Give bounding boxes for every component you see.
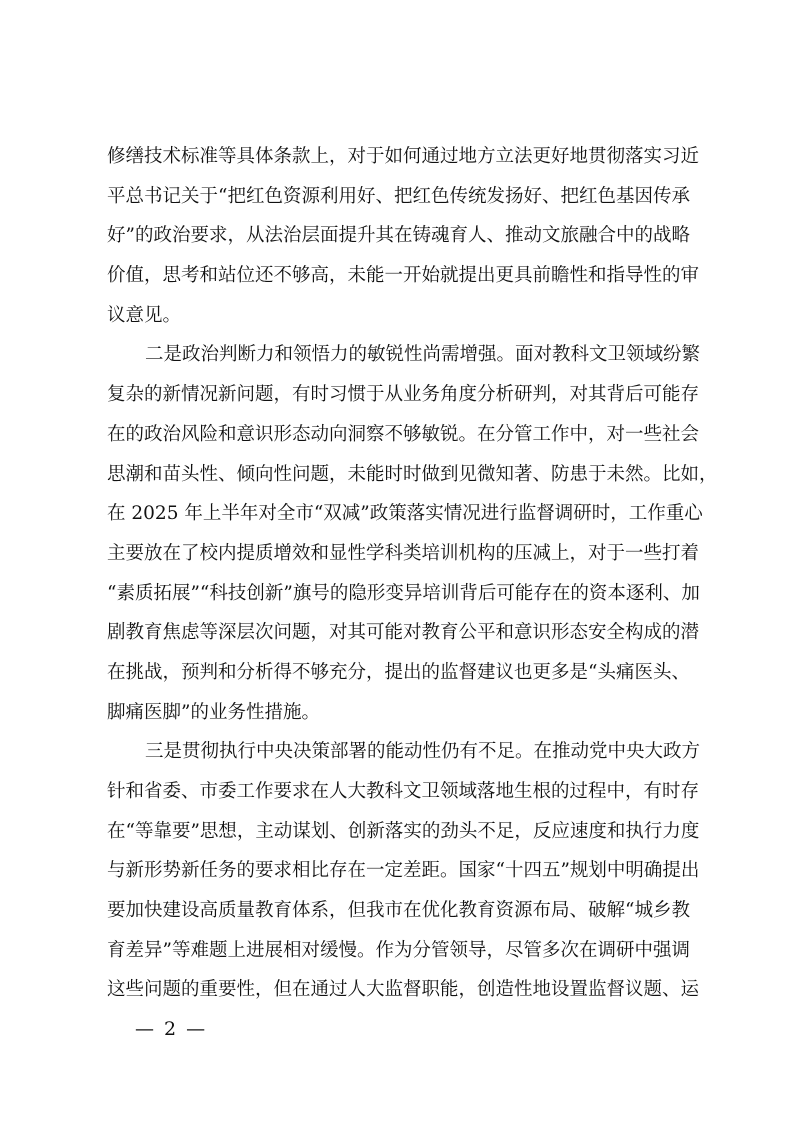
text-line: 育差异”等难题上进展相对缓慢。作为分管领导，尽管多次在调研中强调: [107, 939, 690, 961]
paragraph-political-judgment: [107, 335, 718, 732]
paragraph-implementation: [107, 732, 701, 1010]
text-line: 要加快建设高质量教育体系，但我市在优化教育资源布局、破解“城乡教: [107, 900, 690, 922]
text-line: 平总书记关于“把红色资源利用好、把红色传统发扬好、把红色基因传承: [107, 185, 690, 207]
text-line: 针和省委、市委工作要求在人大教科文卫领域落地生根的过程中，有时存: [107, 781, 700, 802]
text-line: 思潮和苗头性、倾向性问题，未能时时做到见微知著、防患于未然。比如，: [107, 463, 718, 485]
text-line: 复杂的新情况新问题，有时习惯于从业务角度分析研判，对其背后可能存: [107, 384, 700, 406]
text-line: 在 2025 年上半年对全市“双减”政策落实情况进行监督调研时，工作重心: [107, 503, 703, 525]
text-line: “素质拓展”“科技创新”旗号的隐形变异培训背后可能存在的资本逐利、加: [107, 582, 700, 604]
text-line: 议意见。: [107, 304, 182, 326]
paragraph-continuation: [107, 137, 700, 335]
document-body: [107, 137, 718, 1010]
text-line: 脚痛医脚”的业务性措施。: [107, 701, 320, 723]
text-line: 三是贯彻执行中央决策部署的能动性仍有不足。在推动党中央大政方: [145, 741, 701, 763]
text-line: 在“等靠要”思想，主动谋划、创新落实的劲头不足，反应速度和执行力度: [107, 820, 700, 842]
text-line: 二是政治判断力和领悟力的敏锐性尚需增强。面对教科文卫领域纷繁: [145, 344, 701, 366]
text-line: 好”的政治要求，从法治层面提升其在铸魂育人、推动文旅融合中的战略: [107, 225, 690, 247]
text-line: 价值，思考和站位还不够高，未能一开始就提出更具前瞻性和指导性的审: [107, 265, 700, 287]
text-line: 主要放在了校内提质增效和显性学科类培训机构的压减上，对于一些打着: [107, 542, 700, 564]
text-line: 剧教育焦虑等深层次问题，对其可能对教育公平和意识形态安全构成的潜: [107, 622, 700, 644]
page-number: — 2 —: [135, 1018, 208, 1040]
text-line: 与新形势新任务的要求相比存在一定差距。国家“十四五”规划中明确提出: [107, 860, 700, 882]
text-line: 在的政治风险和意识形态动向洞察不够敏锐。在分管工作中，对一些社会: [107, 423, 700, 445]
text-line: 这些问题的重要性，但在通过人大监督职能，创造性地设置监督议题、运: [107, 979, 700, 1001]
text-line: 修缮技术标准等具体条款上，对于如何通过地方立法更好地贯彻落实习近: [107, 146, 700, 167]
text-line: 在挑战，预判和分析得不够充分，提出的监督建议也更多是“头痛医头、: [107, 661, 690, 683]
